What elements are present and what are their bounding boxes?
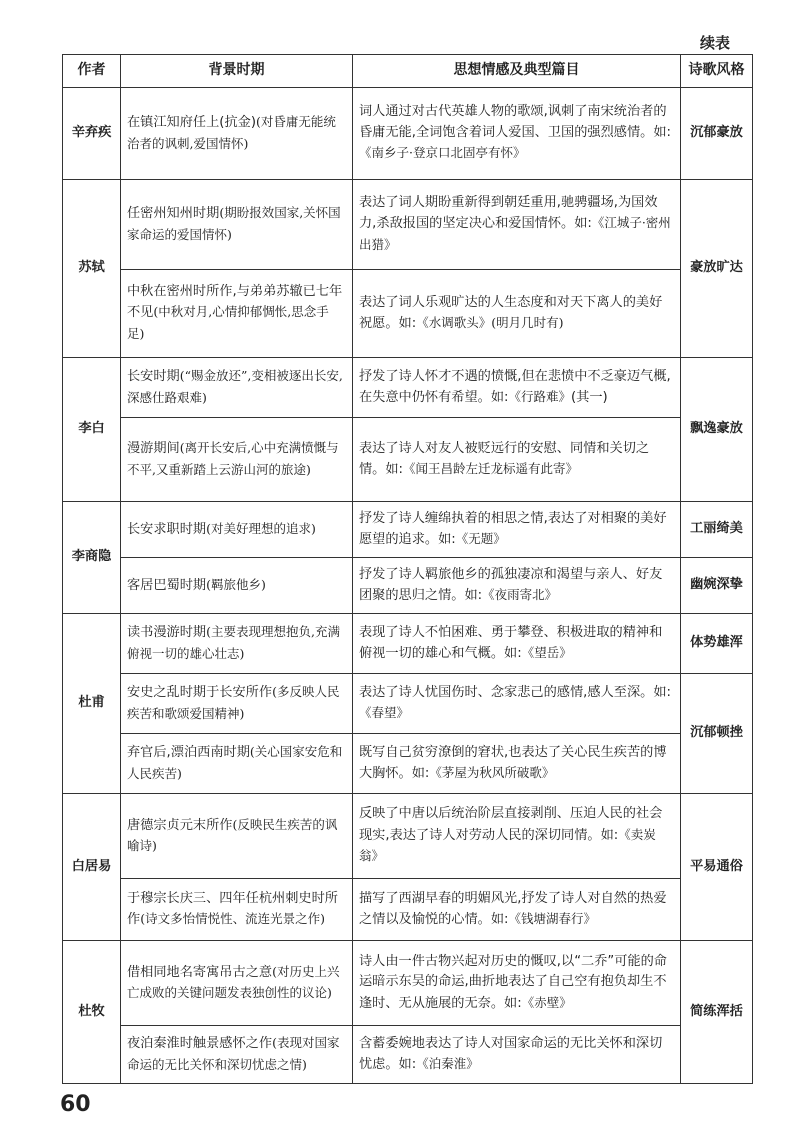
background-note: (关心国家安危和人民疾苦) bbox=[127, 744, 343, 781]
thought-text: 抒发了诗人怀才不遇的愤慨,但在悲愤中不乏豪迈气概,在失意中仍怀有希望。如: bbox=[359, 368, 671, 405]
author-cell: 白居易 bbox=[63, 794, 121, 941]
background-cell bbox=[121, 674, 353, 734]
background-text: 于穆宗长庆三、四年任杭州刺史时所作 bbox=[127, 890, 338, 927]
thought-text: 抒发了诗人缠绵执着的相思之情,表达了对相聚的美好愿望的追求。如: bbox=[359, 510, 667, 547]
background-text: 中秋在密州时所作,与弟弟苏辙已七年不见 bbox=[127, 283, 343, 321]
work-title: 《赤壁》 bbox=[521, 994, 572, 1010]
background-note: (多反映人民疾苦和歌颂爱国精神) bbox=[127, 684, 340, 721]
style-cell: 简练浑括 bbox=[681, 941, 753, 1084]
background-text: 夜泊秦淮时触景感怀之作 bbox=[127, 1036, 273, 1052]
background-text: 任密州知州时期 bbox=[127, 206, 220, 222]
poet-summary-table bbox=[62, 54, 753, 1084]
background-text: 长安求职时期 bbox=[127, 521, 207, 537]
author-cell: 辛弃疾 bbox=[63, 88, 121, 180]
table-row bbox=[63, 270, 753, 358]
author-cell: 杜甫 bbox=[63, 614, 121, 794]
author-cell: 杜牧 bbox=[63, 941, 121, 1084]
background-note: (表现对国家命运的无比关怀和深切忧虑之情) bbox=[127, 1035, 340, 1072]
thought-text: 含蓄委婉地表达了诗人对国家命运的无比关怀和深切忧虑。如: bbox=[359, 1035, 663, 1072]
background-cell bbox=[121, 358, 353, 418]
thought-text: 反映了中唐以后统治阶层直接剥削、压迫人民的社会现实,表达了诗人对劳动人民的深切同情。如: bbox=[359, 806, 663, 843]
thought-text: 表现了诗人不怕困难、勇于攀登、积极进取的精神和俯视一切的雄心和气概。如: bbox=[359, 624, 663, 661]
thought-text: 表达了诗人对友人被贬远行的安慰、同情和关切之情。如: bbox=[359, 440, 650, 477]
background-cell bbox=[121, 180, 353, 270]
background-note: (诗文多怡情悦性、流连光景之作) bbox=[140, 911, 325, 926]
work-title: 《闻王昌龄左迁龙标遥有此寄》 bbox=[403, 461, 579, 476]
work-title: 《夜雨寄北》 bbox=[482, 587, 558, 602]
work-title: 《望岳》 bbox=[521, 645, 572, 660]
background-cell bbox=[121, 734, 353, 794]
thought-cell bbox=[353, 558, 681, 614]
thought-cell bbox=[353, 614, 681, 674]
table-row bbox=[63, 558, 753, 614]
style-cell: 沉郁豪放 bbox=[681, 88, 753, 180]
thought-cell bbox=[353, 734, 681, 794]
work-title: 《泊秦淮》 bbox=[416, 1056, 479, 1071]
work-title: 《茅屋为秋风所破歌》 bbox=[429, 765, 555, 780]
thought-cell bbox=[353, 88, 681, 180]
style-cell: 豪放旷达 bbox=[681, 180, 753, 358]
background-cell bbox=[121, 794, 353, 879]
table-row bbox=[63, 358, 753, 418]
author-cell: 李商隐 bbox=[63, 502, 121, 614]
thought-cell bbox=[353, 941, 681, 1026]
work-tail: (其一) bbox=[571, 390, 608, 405]
background-cell bbox=[121, 1026, 353, 1084]
table-header-row bbox=[63, 55, 753, 88]
work-title: 《水调歌头》 bbox=[416, 315, 492, 330]
thought-cell bbox=[353, 180, 681, 270]
work-title: 《无题》 bbox=[455, 531, 506, 546]
background-note: (中秋对月,心情抑郁惆怅,思念手足) bbox=[127, 304, 329, 341]
thought-text: 既写自己贫穷潦倒的窘状,也表达了关心民生疾苦的博大胸怀。如: bbox=[359, 744, 667, 781]
table-row bbox=[63, 502, 753, 558]
table-row bbox=[63, 941, 753, 1026]
work-title: 《卖炭翁》 bbox=[359, 826, 656, 864]
author-cell: 苏轼 bbox=[63, 180, 121, 358]
header-style: 诗歌风格 bbox=[681, 55, 753, 88]
background-text: 唐德宗贞元末所作 bbox=[127, 817, 233, 833]
background-note: (反映民生疾苦的讽喻诗) bbox=[127, 816, 338, 853]
background-cell bbox=[121, 270, 353, 358]
header-author: 作者 bbox=[63, 55, 121, 88]
style-cell: 工丽绮美 bbox=[681, 502, 753, 558]
thought-cell bbox=[353, 418, 681, 502]
background-cell bbox=[121, 88, 353, 180]
background-text: 借相同地名寄寓吊古之意 bbox=[127, 964, 273, 980]
thought-cell bbox=[353, 794, 681, 879]
continuation-label: 续表 bbox=[699, 34, 730, 52]
work-title: 《钱塘湖春行》 bbox=[508, 911, 597, 926]
thought-text: 表达了词人期盼重新得到朝廷重用,驰骋疆场,为国效力,杀敌报国的坚定决心和爱国情怀。如: bbox=[359, 194, 658, 232]
background-text: 弃官后,漂泊西南时期 bbox=[127, 745, 250, 761]
thought-cell bbox=[353, 270, 681, 358]
table-row bbox=[63, 879, 753, 941]
header-thought: 思想情感及典型篇目 bbox=[353, 55, 681, 88]
background-cell bbox=[121, 879, 353, 941]
author-cell: 李白 bbox=[63, 358, 121, 502]
background-note: (对美好理想的追求) bbox=[206, 520, 316, 536]
thought-text: 描写了西湖早春的明媚风光,抒发了诗人对自然的热爱之情以及愉悦的心情。如: bbox=[359, 890, 667, 927]
work-title: 《江城子·密州出猎》 bbox=[359, 215, 671, 252]
background-cell bbox=[121, 502, 353, 558]
background-note: (对历史上兴亡成败的关键问题发表独创性的议论) bbox=[127, 963, 340, 1000]
header-background: 背景时期 bbox=[121, 55, 353, 88]
work-title: 《春望》 bbox=[359, 705, 410, 720]
table-row bbox=[63, 180, 753, 270]
table-row bbox=[63, 88, 753, 180]
table-row bbox=[63, 794, 753, 879]
thought-text: 诗人由一件古物兴起对历史的慨叹,以“二乔”可能的命运暗示东吴的命运,曲折地表达了自己空有抱负却生不逢时、无从施展的无奈。如: bbox=[359, 953, 667, 1011]
background-note: (羁旅他乡) bbox=[206, 576, 266, 592]
background-cell bbox=[121, 941, 353, 1026]
thought-text: 表达了诗人忧国伤时、念家悲己的感情,感人至深。如: bbox=[359, 684, 671, 700]
style-cell: 体势雄浑 bbox=[681, 614, 753, 674]
thought-cell bbox=[353, 502, 681, 558]
style-cell: 飘逸豪放 bbox=[681, 358, 753, 502]
thought-text: 抒发了诗人羁旅他乡的孤独凄凉和渴望与亲人、好友团聚的思归之情。如: bbox=[359, 566, 663, 603]
background-note: (对昏庸无能统治者的讽刺,爱国情怀) bbox=[127, 114, 336, 151]
table-row bbox=[63, 614, 753, 674]
background-text: 漫游期间 bbox=[127, 441, 180, 457]
work-tail: (明月几时有) bbox=[491, 315, 564, 330]
thought-cell bbox=[353, 1026, 681, 1084]
table-row bbox=[63, 1026, 753, 1084]
page-number: 60 bbox=[60, 1092, 91, 1117]
background-text: 读书漫游时期 bbox=[127, 625, 207, 641]
thought-cell bbox=[353, 358, 681, 418]
background-note: (主要表现理想抱负,充满俯视一切的雄心壮志) bbox=[127, 624, 340, 661]
thought-cell bbox=[353, 674, 681, 734]
background-cell bbox=[121, 558, 353, 614]
style-cell: 平易通俗 bbox=[681, 794, 753, 941]
table-row bbox=[63, 418, 753, 502]
background-text: 长安时期 bbox=[127, 369, 180, 385]
background-note: (期盼报效国家,关怀国家命运的爱国情怀) bbox=[127, 205, 341, 242]
background-text: 在镇江知府任上(抗金) bbox=[127, 115, 256, 131]
thought-text: 表达了词人乐观旷达的人生态度和对天下离人的美好祝愿。如: bbox=[359, 294, 663, 331]
thought-text: 词人通过对古代英雄人物的歌颂,讽刺了南宋统治者的昏庸无能,全词饱含着词人爱国、卫国的强烈感情。如: bbox=[359, 104, 671, 140]
work-title: 《南乡子·登京口北固亭有怀》 bbox=[359, 145, 526, 161]
background-cell bbox=[121, 614, 353, 674]
background-note: (离开长安后,心中充满愤慨与不平,又重新踏上云游山河的旅途) bbox=[127, 440, 339, 477]
style-cell: 幽婉深挚 bbox=[681, 558, 753, 614]
style-cell: 沉郁顿挫 bbox=[681, 674, 753, 794]
background-note: (“赐金放还”,变相被逐出长安,深感仕路艰难) bbox=[127, 368, 343, 405]
background-cell bbox=[121, 418, 353, 502]
work-title: 《行路难》 bbox=[508, 389, 572, 404]
table-row bbox=[63, 674, 753, 734]
table-row bbox=[63, 734, 753, 794]
background-text: 客居巴蜀时期 bbox=[127, 577, 207, 593]
thought-cell bbox=[353, 879, 681, 941]
background-text: 安史之乱时期于长安所作 bbox=[127, 685, 273, 701]
